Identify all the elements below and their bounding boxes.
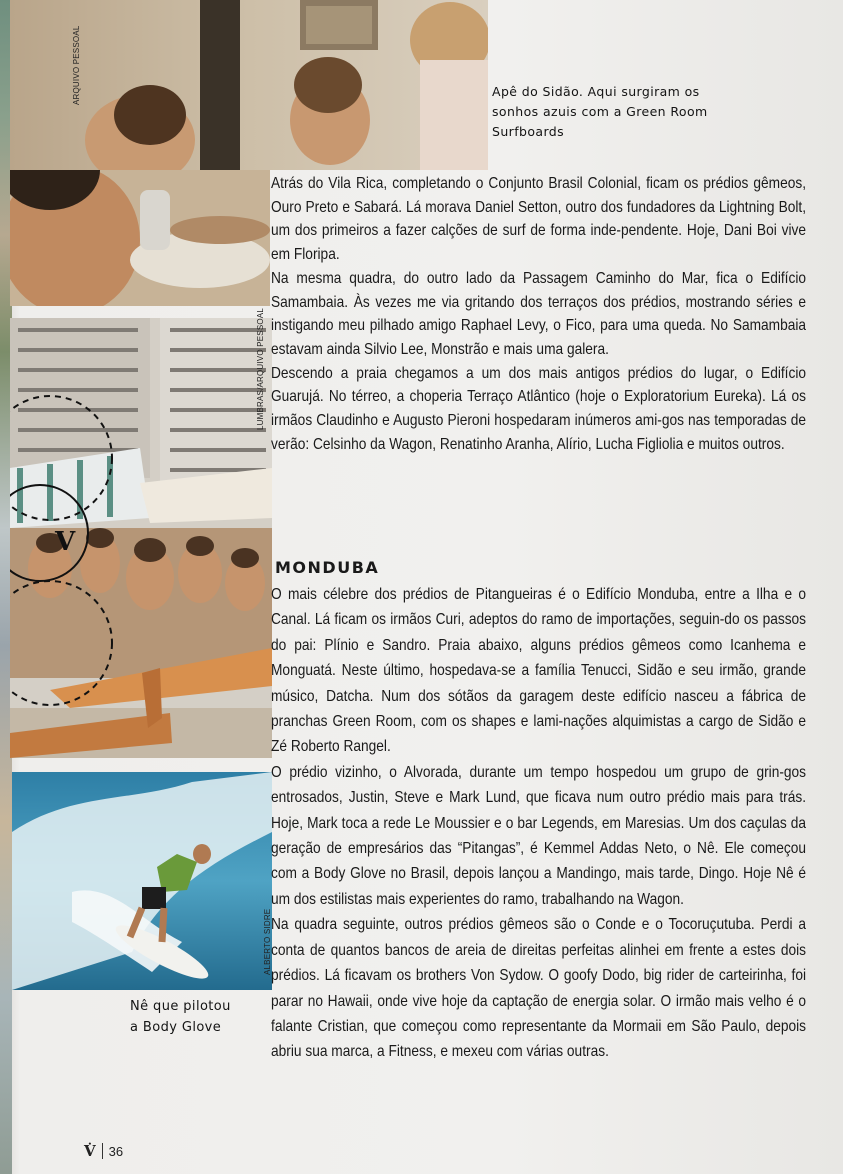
- article-paragraph: Na quadra seguinte, outros prédios gêmeos são o Conde e o Tocoruçutuba. Perdi a conta de quantos bancos de areia de direitas perfeitas alinhei em frente a estes dois prédios. Lá ficavam os brothers Von Sydow. O goofy Dodo, big rider de carteirinha, foi parar no Hawaii, onde vive hoje da captação de energia solar. O irmão mais velho é o falante Cristian, que começou como representante da Mormaii em São Paulo, depois abriu sua marca, a Fitness, e mexeu com várias outras.: [271, 916, 807, 1061]
- article-top: [271, 172, 806, 456]
- photo-apartment: [10, 0, 488, 170]
- caption-top-line: Surfboards: [492, 124, 565, 139]
- article-bottom: [271, 582, 806, 1065]
- article-paragraph: Na mesma quadra, do outro lado da Passagem Caminho do Mar, fica o Edifício Samambaia. Às vezes me via gritando dos terraços dos prédios, mostrando séries e instigando meu pilhado amigo Raphael Levy, o Fico, para uma queda. No Samambaia estavam ainda Silvio Lee, Monstrão e mais uma galera.: [271, 269, 807, 358]
- photo-beach-buildings-image: [10, 318, 272, 758]
- caption-top-line: Apê do Sidão. Aqui surgiram os: [492, 84, 700, 99]
- photo-apartment-image: [10, 0, 488, 170]
- page-footer: [84, 1142, 123, 1160]
- magazine-logo-icon: V̇: [84, 1142, 96, 1160]
- caption-bottom-line: a Body Glove: [130, 1020, 222, 1035]
- page-number: 36: [108, 1143, 124, 1159]
- photo-credit-top: ARQUIVO PESSOAL: [72, 25, 81, 105]
- caption-top: [492, 82, 708, 142]
- article-paragraph: O prédio vizinho, o Alvorada, durante um tempo hospedou um grupo de grin-gos entrosados, Justin, Steve e Mark Lund, que ficava num outro prédio mais para trás. Hoje, Mark toca a rede Le Moussier e o bar Legends, em Maresias. Um dos caçulas da geração de empresários das “Pitangas”, é Kemmel Addas Neto, o Nê. Ele começou com a Body Glove no Brasil, depois lançou a Mandingo, mais tarde, Dingo. Hoje Nê é um dos estilistas mais experientes do ramo, trabalhando na Wagon.: [271, 763, 807, 908]
- caption-bottom: [130, 996, 231, 1038]
- article-paragraph: Atrás do Vila Rica, completando o Conjunto Brasil Colonial, ficam os prédios gêmeos, Ouro Preto e Sabará. Lá morava Daniel Setton, outro dos fundadores da Lightning Bolt, um dos primeiros a fazer calções de surf de forma inde-pendente. Hoje, Dani Boi vive em Floripa.: [271, 175, 807, 264]
- article-paragraph: Descendo a praia chegamos a um dos mais antigos prédios do lugar, o Edifício Guarujá. No térreo, a choperia Terraço Atlântico (hoje o Exploratorium Eureka). Lá os irmãos Claudinho e Augusto Pieroni hospedaram inúmeros ami-gos nas temporadas de verão: Celsinho da Wagon, Renatinho Aranha, Alírio, Lucha Figliolia e muitos outros.: [271, 364, 807, 453]
- article-paragraph: O mais célebre dos prédios de Pitangueiras é o Edifício Monduba, entre a Ilha e o Canal. Lá ficam os irmãos Curi, adeptos do ramo de importações, seguin-do os passos do pai: Plínio e Sandro. Praia abaixo, alguns prédios gêmeos como Icanhema e Monguatá. Neste último, hospedava-se a família Tenucci, Sidão e seu irmão, grande músico, Datcha. Num dos sótãos da garagem deste edifício nasceu a fábrica de pranchas Green Room, com os shapes e lami-nações alquimistas a cargo de Sidão e Zé Roberto Rangel.: [271, 586, 807, 756]
- folio-divider: [102, 1143, 103, 1159]
- photo-surfer-image: [12, 772, 272, 990]
- photo-credit-middle: LUMBRAS/ARQUIVO PESSOAL: [256, 308, 265, 430]
- caption-top-line: sonhos azuis com a Green Room: [492, 104, 708, 119]
- photo-apartment-lower: [10, 170, 270, 306]
- photo-beach-buildings: [10, 318, 272, 758]
- section-heading: MONDUBA: [275, 558, 380, 577]
- photo-apartment-lower-image: [10, 170, 270, 306]
- svg-text:V: V: [55, 527, 76, 557]
- photo-credit-bottom: ALBERTO SIDRE: [263, 908, 272, 975]
- photo-surfer: [12, 772, 272, 990]
- caption-bottom-line: Nê que pilotou: [130, 999, 231, 1014]
